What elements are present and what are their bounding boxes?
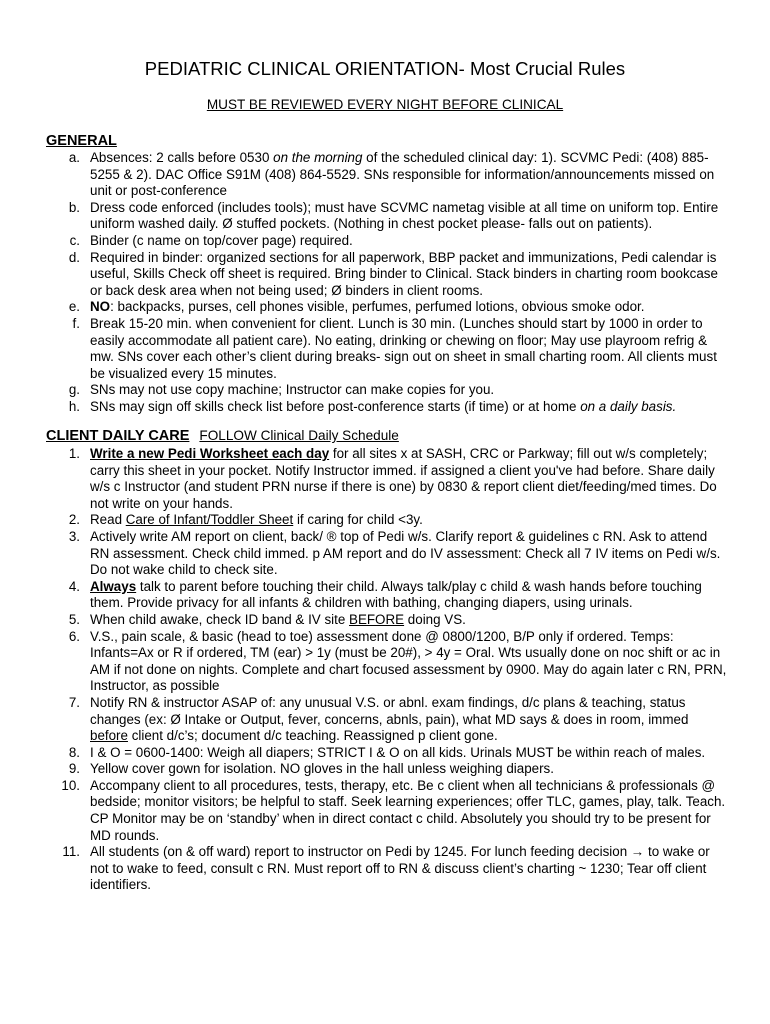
list-item: f. Break 15-20 min. when convenient for client. Lunch is 30 min. (Lunches should start by 1000 in order to easily accommodate all patient care). No eating, drinking or chewing on floor; May use playroom refrig & mw. SNs cover each other’s client during breaks- sign out on sheet in small charting room. All clients must be visualized every 15 minutes.	[72, 315, 717, 381]
list-item: e. NO: backpacks, purses, cell phones visible, perfumes, perfumed lotions, obvious smoke odor.	[68, 299, 645, 315]
list-item: 2. Read Care of Infant/Toddler Sheet if caring for child <3y.	[68, 512, 423, 528]
list-item: a. Absences: 2 calls before 0530 on the morning of the scheduled clinical day: 1). SCVMC Pedi: (408) 885-5255 & 2). DAC Office S91M (408) 864-5529. SNs responsible for information/announcements missed on unit or post-conference	[68, 150, 715, 199]
list-item: c. Binder (c name on top/cover page) required.	[69, 232, 353, 248]
page-title: PEDIATRIC CLINICAL ORIENTATION- Most Crucial Rules	[144, 58, 626, 79]
general-list	[56, 150, 728, 416]
list-item: 6. V.S., pain scale, & basic (head to toe) assessment done @ 0800/1200, B/P only if ordered. Temps: Infants=Ax or R if ordered, TM (ear) > 1y (must be 20#), > 4y = Oral. Wts usually done on noc shift or ac in AM if not done on nights. Complete and chart focused assessment by 0900. May do again later c RN, PRN, Instructor, as possible	[68, 628, 727, 694]
list-item: h. SNs may sign off skills check list before post-conference starts (if time) or at home on a daily basis.	[68, 398, 677, 414]
list-item: b. Dress code enforced (includes tools); must have SCVMC nametag visible at all time on uniform top. Entire uniform washed daily. Ø stuffed pockets. (Nothing in chest pocket please- falls out on patients).	[68, 199, 719, 232]
list-item: 8. I & O = 0600-1400: Weigh all diapers; STRICT I & O on all kids. Urinals MUST be within reach of males.	[68, 744, 706, 760]
general-heading: GENERAL	[46, 133, 117, 149]
list-item: 1. Write a new Pedi Worksheet each day for all sites x at SASH, CRC or Parkway; fill out w/s completely; carry this sheet in your pocket. Notify Instructor immed. if assigned a client you've had before. Share daily w/s c Instructor (and student PRN nurse if there is one) by 0830 & report client diet/feeding/med times. Do not write on your hands.	[68, 446, 717, 511]
client-daily-care-heading: CLIENT DAILY CARE FOLLOW Clinical Daily Schedule	[46, 428, 399, 444]
client-daily-care-list	[56, 446, 728, 894]
list-item: 11. All students (on & off ward) report to instructor on Pedi by 1245. For lunch feeding decision → to wake or not to wake to feed, consult c RN. Must report off to RN & discuss client’s charting ~ 1230; Tear off client identifiers.	[62, 844, 710, 893]
list-item: 3. Actively write AM report on client, back/ ® top of Pedi w/s. Clarify report & guidelines c RN. Ask to attend RN assessment. Check child immed. p AM report and do IV assessment: Check all 7 IV items on Pedi w/s. Do not wake child to check site.	[68, 528, 721, 578]
list-item: 4. Always talk to parent before touching their child. Always talk/play c child & wash hands before touching them. Provide privacy for all infants & children with bathing, changing diapers, using urinals.	[68, 578, 702, 611]
list-item: 7. Notify RN & instructor ASAP of: any unusual V.S. or abnl. exam findings, d/c plans & teaching, status changes (ex: Ø Intake or Output, fever, concerns, abnls, pain), what MD says & does in room, immed before client d/c’s; document d/c teaching. Reassigned p client gone.	[68, 694, 689, 744]
list-item: 10. Accompany client to all procedures, tests, therapy, etc. Be c client when all technicians & professionals @ bedside; monitor visitors; be helpful to staff. Seek learning experiences; offer TLC, games, play, talk. Teach. CP Monitor may be on ‘standby’ when in direct contact c child. Absolutely you should try to be present for MD rounds.	[61, 777, 726, 843]
list-item: 5. When child awake, check ID band & IV site BEFORE doing VS.	[68, 611, 466, 627]
list-item: 9. Yellow cover gown for isolation. NO gloves in the hall unless weighing diapers.	[68, 761, 554, 777]
list-item: g. SNs may not use copy machine; Instructor can make copies for you.	[68, 382, 495, 398]
page-subtitle: MUST BE REVIEWED EVERY NIGHT BEFORE CLINICAL	[206, 97, 564, 112]
list-item: d. Required in binder: organized sections for all paperwork, BBP packet and immunizations, Pedi calendar is useful, Skills Check off sheet is required. Bring binder to Clinical. Stack binders in charting room bookcase or back desk area when not being used; Ø binders in client rooms.	[68, 249, 718, 298]
section-note: FOLLOW Clinical Daily Schedule	[199, 428, 399, 443]
